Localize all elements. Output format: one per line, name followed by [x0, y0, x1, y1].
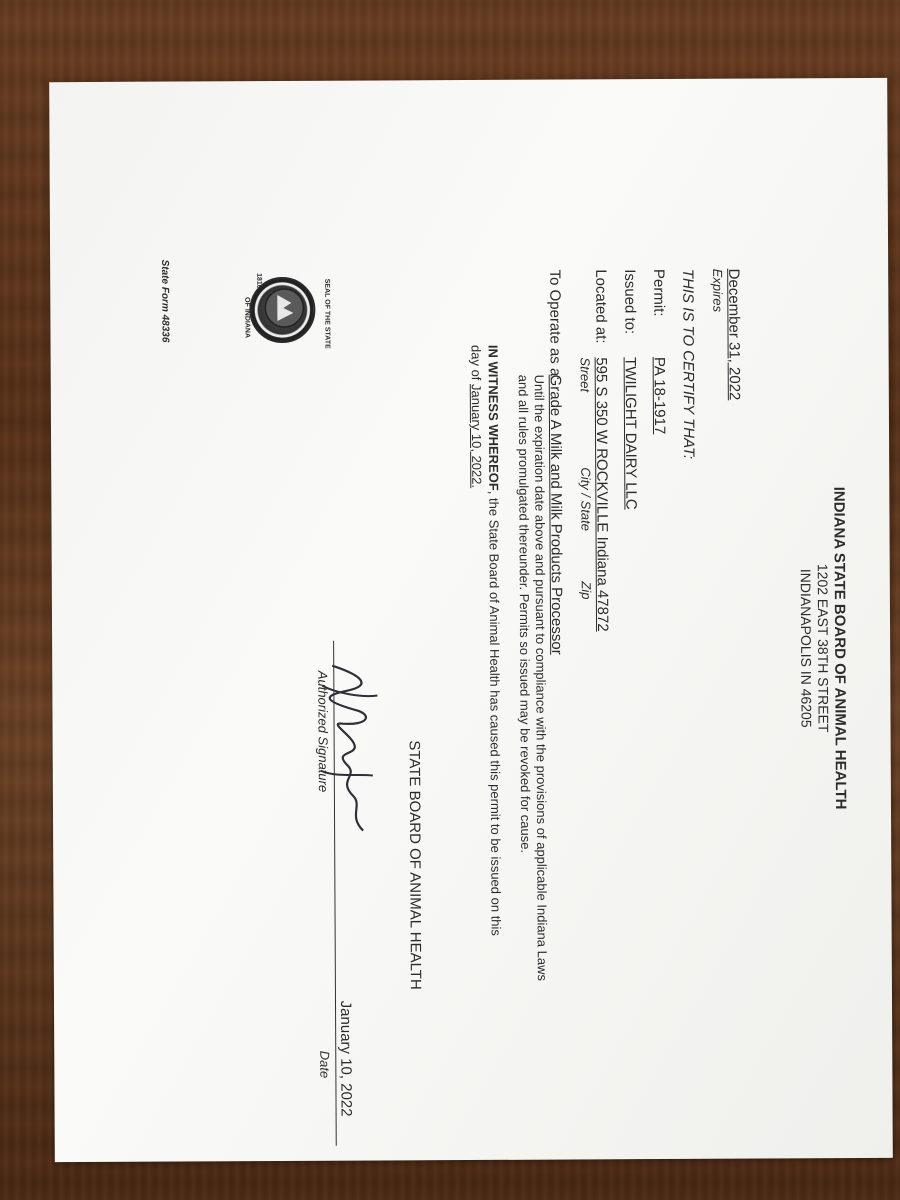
terms-line-2: and all rules promulgated thereunder. Permits so issued may be revoked for cause.	[515, 374, 534, 854]
street-caption: Street	[577, 357, 593, 393]
certify-text: THIS IS TO CERTIFY THAT:	[679, 268, 698, 460]
operate-label: To Operate as a:	[546, 269, 564, 381]
issued-to-label: Issued to:	[621, 269, 639, 335]
permit-number: PA 18-1917	[650, 356, 669, 435]
seal-year: 1816	[255, 273, 263, 289]
witness-lead: IN WITNESS WHEREOF	[485, 344, 502, 491]
address-line-1: 1202 EAST 38TH STREET	[814, 563, 832, 733]
witness-text: , the State Board of Animal Health has caused this permit to be issued on this	[486, 490, 504, 936]
location-value: 595 S 350 W ROCKVILLE Indiana 47872	[592, 357, 612, 632]
permit-paper	[49, 78, 893, 1162]
permit-label: Permit:	[650, 268, 668, 317]
zip-caption: Zip	[578, 581, 594, 600]
terms-line-1: Until the expiration date above and pursuant to compliance with the provisions of applicable Indiana Laws	[531, 374, 550, 981]
witness-day-value: January 10, 2022.	[468, 383, 485, 489]
issued-to-value: TWILIGHT DAIRY LLC	[621, 357, 640, 510]
city-state-caption: City / State	[578, 467, 594, 532]
date-value: January 10, 2022	[336, 1000, 355, 1117]
witness-day	[469, 345, 485, 488]
date-caption: Date	[317, 1050, 333, 1079]
header-block	[796, 418, 849, 878]
operate-value: Grade A Milk and Milk Products Processor	[546, 374, 566, 655]
seal-top-text: SEAL OF THE STATE	[323, 278, 331, 349]
form-number: State Form 48336	[159, 259, 171, 343]
board-name: STATE BOARD OF ANIMAL HEALTH	[405, 740, 424, 990]
permit-document	[49, 148, 865, 1152]
agency-title: INDIANA STATE BOARD OF ANIMAL HEALTH	[830, 486, 849, 810]
location-label: Located at:	[592, 269, 610, 344]
witness-day-prefix: day of	[468, 344, 484, 385]
seal-emblem	[253, 277, 315, 339]
witness-paragraph	[486, 345, 504, 936]
address-line-2: INDIANAPOLIS IN 46205	[797, 568, 815, 728]
seal-bottom-text: OF INDIANA	[243, 297, 251, 339]
signature-caption: Authorized Signature	[315, 670, 331, 793]
expiration-label: Expires	[710, 268, 726, 313]
expiration-date: December 31, 2022	[725, 268, 743, 401]
